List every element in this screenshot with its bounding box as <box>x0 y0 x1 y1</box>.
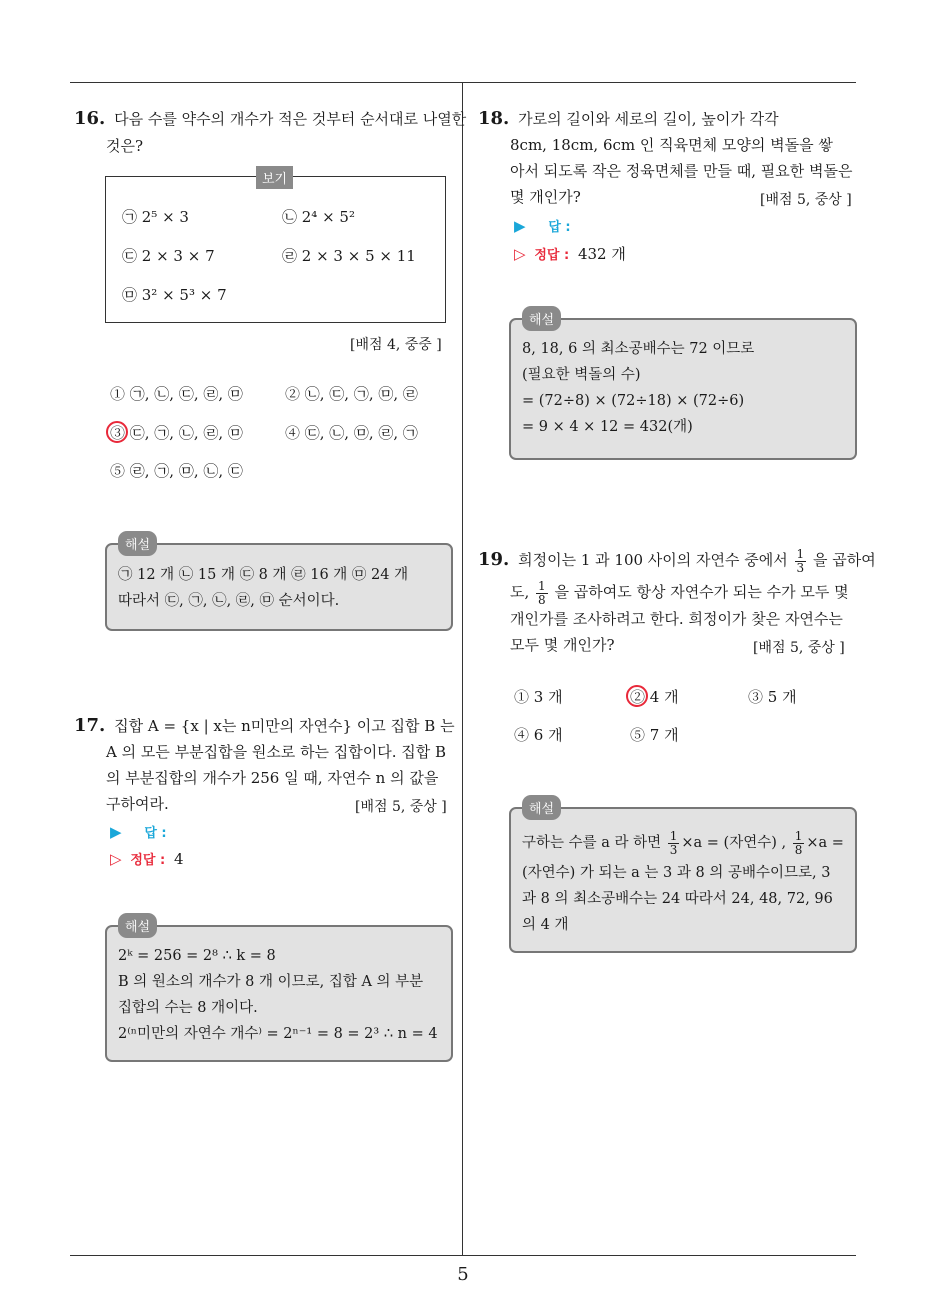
solution-line: 의 4 개 <box>522 917 569 933</box>
question-text: 8cm, 18cm, 6cm 인 직육면체 모양의 벽돌을 쌓 <box>510 136 833 154</box>
correct-answer-value: 432 개 <box>577 245 626 263</box>
solution-line: = 9 × 4 × 12 = 432(개) <box>522 419 693 435</box>
question-number: 17. <box>74 715 106 736</box>
choice-3[interactable]: ③ ㉢, ㉠, ㉡, ㉣, ㉤ <box>110 424 243 442</box>
answer-row <box>110 818 167 848</box>
solution-line: = (72÷8) × (72÷18) × (72÷6) <box>522 393 745 409</box>
choice-4[interactable]: ④ 6 개 <box>514 726 563 744</box>
question-text: 의 부분집합의 개수가 256 일 때, 자연수 n 의 값을 <box>106 769 439 787</box>
choice-4[interactable]: ④ ㉢, ㉡, ㉤, ㉣, ㉠ <box>285 424 418 442</box>
question-text: 가로의 길이와 세로의 길이, 높이가 각각 <box>518 110 779 128</box>
correct-answer-value: 4 <box>173 850 184 868</box>
score-meta: [배점 4, 중중 ] <box>350 337 442 353</box>
question-text: 개인가를 조사하려고 한다. 희정이가 찾은 자연수는 <box>510 610 843 628</box>
question-text: 구하여라. <box>106 795 169 813</box>
question-text: 집합 A = {x | x는 n미만의 자연수} 이고 집합 B 는 <box>114 717 455 735</box>
bogi-item: ㉢ 2 × 3 × 7 <box>122 247 215 265</box>
choice-1[interactable]: ① 3 개 <box>514 688 563 706</box>
solution-text: 구하는 수를 a 라 하면 <box>522 835 662 851</box>
solution-line: B 의 원소의 개수가 8 개 이므로, 집합 A 의 부분 <box>118 974 424 990</box>
question-text: 도, <box>510 583 530 601</box>
question-text: 것은? <box>106 137 144 155</box>
solution-label: 해설 <box>118 531 157 556</box>
choice-1[interactable]: ① ㉠, ㉡, ㉢, ㉣, ㉤ <box>110 385 243 403</box>
page-number: 5 <box>457 1264 469 1285</box>
correct-answer-label: 정답 : <box>534 248 570 263</box>
question-text: 희정이는 1 과 100 사이의 자연수 중에서 <box>518 551 788 569</box>
score-meta: [배점 5, 중상 ] <box>760 192 852 208</box>
solution-line: 따라서 ㉢, ㉠, ㉡, ㉣, ㉤ 순서이다. <box>118 593 340 609</box>
solution-line: (필요한 벽돌의 수) <box>522 367 641 383</box>
column-divider <box>462 82 463 1256</box>
solution-text: ×a = (자연수) , <box>681 835 787 851</box>
answer-label: 답 : <box>144 826 167 841</box>
answer-label: 답 : <box>548 220 571 235</box>
question-text: 을 곱하여도 항상 자연수가 되는 수가 모두 몇 <box>554 583 849 601</box>
fraction: $\frac{1}{8}$ <box>794 828 803 857</box>
correct-answer-row <box>514 240 626 270</box>
top-rule <box>70 82 856 83</box>
question-number: 18. <box>478 108 510 129</box>
choice-3[interactable]: ③ 5 개 <box>748 688 797 706</box>
play-icon: ▶ <box>514 217 526 235</box>
solution-text: ×a = <box>806 835 844 851</box>
bogi-item: ㉠ 2⁵ × 3 <box>122 208 189 226</box>
answer-row <box>514 212 571 242</box>
solution-line: (자연수) 가 되는 a 는 3 과 8 의 공배수이므로, 3 <box>522 865 831 881</box>
solution-label: 해설 <box>522 795 561 820</box>
correct-answer-label: 정답 : <box>130 853 166 868</box>
solution-line: 집합의 수는 8 개이다. <box>118 1000 258 1016</box>
question-text: 다음 수를 약수의 개수가 적은 것부터 순서대로 나열한 <box>114 110 467 128</box>
play-outline-icon: ▷ <box>514 245 526 263</box>
solution-label: 해설 <box>522 306 561 331</box>
bogi-item: ㉣ 2 × 3 × 5 × 11 <box>282 247 416 265</box>
bogi-item: ㉡ 2⁴ × 5² <box>282 208 355 226</box>
question-text: 을 곱하여 <box>812 551 876 569</box>
selected-answer-mark <box>106 421 128 443</box>
fraction: $\frac{1}{3}$ <box>796 546 805 575</box>
question-text: 모두 몇 개인가? <box>510 636 615 654</box>
solution-line: ㉠ 12 개 ㉡ 15 개 ㉢ 8 개 ㉣ 16 개 ㉤ 24 개 <box>118 567 409 583</box>
score-meta: [배점 5, 중상 ] <box>753 640 845 656</box>
fraction: $\frac{1}{8}$ <box>538 578 546 607</box>
score-meta: [배점 5, 중상 ] <box>355 799 447 815</box>
play-icon: ▶ <box>110 823 122 841</box>
solution-line: 2ᵏ = 256 = 2⁸ ∴ k = 8 <box>118 948 276 964</box>
choice-2[interactable]: ② ㉡, ㉢, ㉠, ㉤, ㉣ <box>285 385 418 403</box>
bogi-label: 보기 <box>256 166 293 189</box>
question-text: 아서 되도록 작은 정육면체를 만들 때, 필요한 벽돌은 <box>510 162 853 180</box>
solution-label: 해설 <box>118 913 157 938</box>
choice-5[interactable]: ⑤ ㉣, ㉠, ㉤, ㉡, ㉢ <box>110 462 243 480</box>
solution-line: 과 8 의 최소공배수는 24 따라서 24, 48, 72, 96 <box>522 891 833 907</box>
selected-answer-mark <box>626 685 648 707</box>
question-text: A 의 모든 부분집합을 원소로 하는 집합이다. 집합 B <box>106 743 447 761</box>
bogi-item: ㉤ 3² × 5³ × 7 <box>122 286 227 304</box>
question-number: 19. <box>478 549 510 570</box>
choice-2[interactable]: ② 4 개 <box>630 688 679 706</box>
solution-line: 2⁽ⁿ미만의 자연수 개수⁾ = 2ⁿ⁻¹ = 8 = 2³ ∴ n = 4 <box>118 1026 438 1042</box>
play-outline-icon: ▷ <box>110 850 122 868</box>
question-number: 16. <box>74 108 106 129</box>
bottom-rule <box>70 1255 856 1256</box>
question-text: 몇 개인가? <box>510 188 581 206</box>
fraction: $\frac{1}{3}$ <box>669 828 678 857</box>
solution-line: 8, 18, 6 의 최소공배수는 72 이므로 <box>522 341 755 357</box>
correct-answer-row <box>110 845 184 875</box>
choice-5[interactable]: ⑤ 7 개 <box>630 726 679 744</box>
